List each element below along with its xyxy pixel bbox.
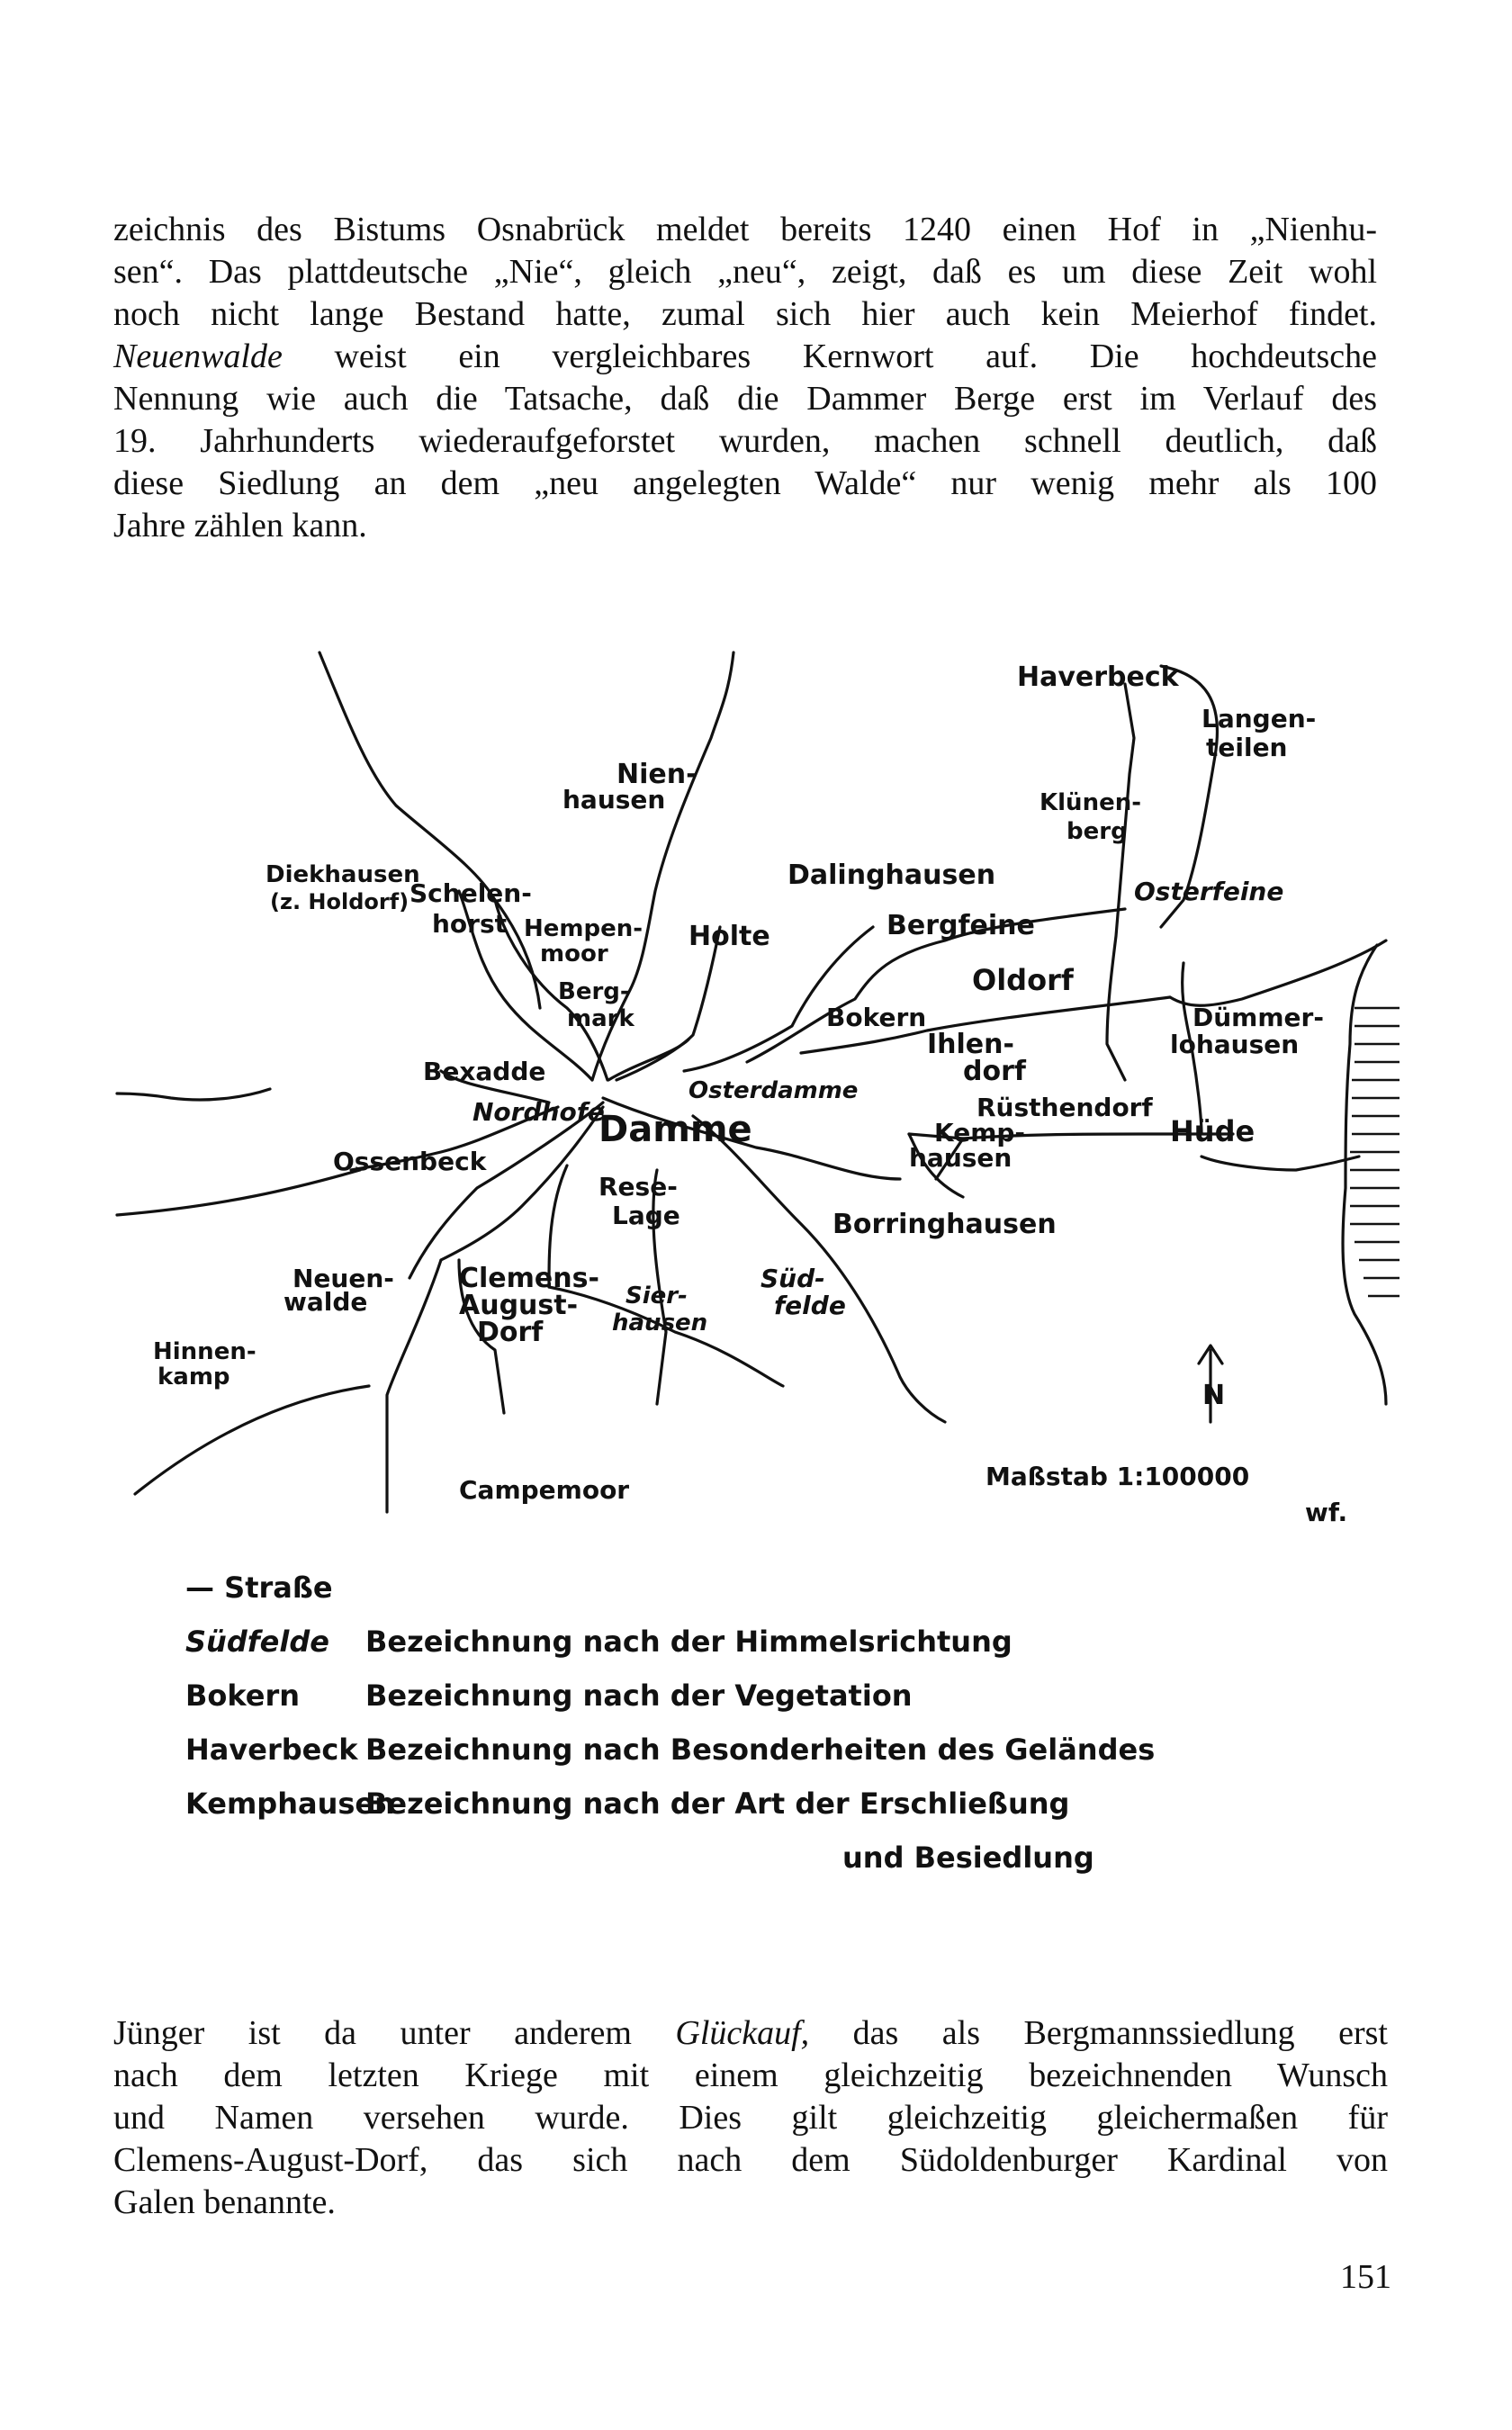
place-hinnenkamp-2: kamp bbox=[158, 1364, 230, 1390]
text-line: Galen benannte. bbox=[113, 2183, 336, 2221]
map-scale: Maßstab 1:100000 bbox=[986, 1462, 1250, 1491]
place-hempenmoor-2: moor bbox=[540, 940, 608, 968]
place-campemoor: Campemoor bbox=[459, 1475, 630, 1505]
road bbox=[387, 1260, 441, 1512]
place-clemens-august-dorf-1: Clemens- bbox=[459, 1263, 599, 1294]
place-bergfeine: Bergfeine bbox=[886, 910, 1035, 941]
place-bergmark-1: Berg- bbox=[558, 978, 630, 1005]
north-letter: N bbox=[1202, 1380, 1226, 1411]
road bbox=[135, 1386, 369, 1494]
place-bexadde: Bexadde bbox=[423, 1057, 546, 1086]
road bbox=[441, 1107, 603, 1260]
place-kluenenberg-2: berg bbox=[1066, 818, 1128, 845]
road bbox=[117, 1089, 270, 1100]
text-line: noch nicht lange Bestand hatte, zumal sich hier auch kein Meierhof findet. bbox=[113, 295, 1377, 333]
map-legend bbox=[185, 1570, 1156, 1894]
legend-description: und Besiedlung bbox=[842, 1840, 1094, 1875]
place-damme: Damme bbox=[598, 1109, 752, 1150]
page-number: 151 bbox=[1340, 2258, 1391, 2296]
legend-description: Bezeichnung nach Besonderheiten des Geländes bbox=[365, 1732, 1156, 1767]
text-line: Clemens-August-Dorf, das sich nach dem Südoldenburger Kardinal von bbox=[113, 2141, 1388, 2179]
north-arrow bbox=[1199, 1346, 1225, 1422]
place-langenteilen-2: teilen bbox=[1206, 733, 1288, 762]
place-suedfelde-2: felde bbox=[774, 1291, 846, 1320]
place-ihlendorf-1: Ihlen- bbox=[927, 1029, 1014, 1060]
bottom-paragraph bbox=[113, 2012, 1388, 2224]
place-dalinghausen: Dalinghausen bbox=[788, 860, 996, 891]
legend-symbol: Bokern bbox=[185, 1678, 301, 1713]
text-line: sen“. Das plattdeutsche „Nie“, gleich „neu“, zeigt, daß es um diese Zeit wohl bbox=[113, 253, 1377, 291]
text-line: diese Siedlung an dem „neu angelegten Walde“ nur wenig mehr als 100 bbox=[113, 464, 1377, 502]
text-line: 19. Jahrhunderts wiederaufgeforstet wurden, machen schnell deutlich, daß bbox=[113, 422, 1377, 460]
place-reselage-2: Lage bbox=[612, 1201, 680, 1230]
legend-description: Bezeichnung nach der Himmelsrichtung bbox=[365, 1624, 1012, 1659]
italic-term: Glückauf, bbox=[675, 2014, 810, 2052]
road bbox=[1202, 1156, 1359, 1170]
place-langenteilen-1: Langen- bbox=[1202, 704, 1317, 734]
legend-symbol: Südfelde bbox=[185, 1624, 329, 1659]
place-diekhausen-2: (z. Holdorf) bbox=[270, 889, 410, 914]
place-hinnenkamp-1: Hinnen- bbox=[153, 1338, 256, 1365]
place-kemphausen-2: hausen bbox=[909, 1143, 1012, 1173]
text-line bbox=[113, 2012, 1388, 2055]
legend-symbol: — Straße bbox=[185, 1570, 333, 1605]
text-line bbox=[113, 336, 1377, 378]
place-kemphausen-1: Kemp- bbox=[934, 1118, 1026, 1148]
place-reselage-1: Rese- bbox=[598, 1172, 678, 1202]
place-duemmerlohausen-1: Dümmer- bbox=[1192, 1003, 1324, 1032]
place-holte: Holte bbox=[688, 921, 770, 952]
top-paragraph bbox=[113, 209, 1377, 547]
place-ruesthendorf: Rüsthendorf bbox=[976, 1093, 1153, 1122]
place-schelenhorst-2: horst bbox=[432, 909, 508, 939]
hills-hatching bbox=[1343, 945, 1400, 1404]
place-labels bbox=[153, 662, 1347, 1527]
place-clemens-august-dorf-2: August- bbox=[459, 1290, 579, 1321]
road bbox=[117, 1170, 360, 1215]
place-diekhausen-1: Diekhausen bbox=[266, 861, 420, 888]
text-line: nach dem letzten Kriege mit einem gleichzeitig bezeichnenden Wunsch bbox=[113, 2056, 1388, 2094]
place-osterfeine: Osterfeine bbox=[1134, 877, 1284, 906]
place-neuenwalde-2: walde bbox=[284, 1287, 368, 1317]
text-line-start: Jünger ist da unter anderem bbox=[113, 2014, 632, 2052]
text-line-rest: das als Bergmannssiedlung erst bbox=[852, 2014, 1388, 2052]
place-nordhofe: Nordhofe bbox=[472, 1097, 605, 1127]
text-line: Jahre zählen kann. bbox=[113, 507, 367, 544]
place-ihlendorf-2: dorf bbox=[963, 1056, 1026, 1087]
text-line-rest: weist ein vergleichbares Kernwort auf. Die hochdeutsche bbox=[334, 338, 1378, 375]
place-duemmerlohausen-2: lohausen bbox=[1170, 1030, 1300, 1059]
place-huede: Hüde bbox=[1170, 1114, 1256, 1148]
place-bergmark-2: mark bbox=[567, 1005, 634, 1032]
place-sierhausen-1: Sier- bbox=[626, 1282, 688, 1310]
legend-description: Bezeichnung nach der Vegetation bbox=[365, 1678, 913, 1713]
italic-term: Neuenwalde bbox=[113, 338, 283, 375]
legend-symbol: Kemphausen bbox=[185, 1786, 395, 1821]
text-line: und Namen versehen wurde. Dies gilt gleichzeitig gleichermaßen für bbox=[113, 2099, 1388, 2137]
place-kluenenberg-1: Klünen- bbox=[1040, 789, 1142, 816]
place-suedfelde-1: Süd- bbox=[760, 1264, 825, 1293]
place-clemens-august-dorf-3: Dorf bbox=[477, 1317, 544, 1348]
map-signature: wf. bbox=[1305, 1498, 1348, 1527]
place-sierhausen-2: hausen bbox=[612, 1310, 708, 1336]
place-nienhausen-1: Nien- bbox=[616, 759, 698, 790]
legend-description: Bezeichnung nach der Art der Erschließung bbox=[365, 1786, 1070, 1821]
place-nienhausen-2: hausen bbox=[562, 785, 666, 814]
text-line: zeichnis des Bistums Osnabrück meldet bereits 1240 einen Hof in „Nienhu- bbox=[113, 211, 1377, 248]
hills-outline bbox=[1343, 945, 1386, 1404]
place-bokern: Bokern bbox=[826, 1003, 927, 1032]
road bbox=[1107, 684, 1134, 1080]
settlement-map bbox=[99, 630, 1413, 1602]
place-neuenwalde-1: Neuen- bbox=[292, 1264, 394, 1293]
road bbox=[608, 1040, 688, 1080]
place-haverbeck: Haverbeck bbox=[1017, 662, 1179, 693]
place-schelenhorst-1: Schelen- bbox=[410, 878, 532, 908]
place-oldorf: Oldorf bbox=[972, 963, 1074, 997]
legend-symbol: Haverbeck bbox=[185, 1732, 358, 1767]
place-borringhausen: Borringhausen bbox=[832, 1209, 1057, 1240]
place-osterdamme: Osterdamme bbox=[688, 1077, 859, 1104]
place-hempenmoor-1: Hempen- bbox=[524, 915, 644, 942]
place-ossenbeck: Ossenbeck bbox=[333, 1147, 487, 1176]
text-line: Nennung wie auch die Tatsache, daß die Dammer Berge erst im Verlauf des bbox=[113, 380, 1377, 418]
